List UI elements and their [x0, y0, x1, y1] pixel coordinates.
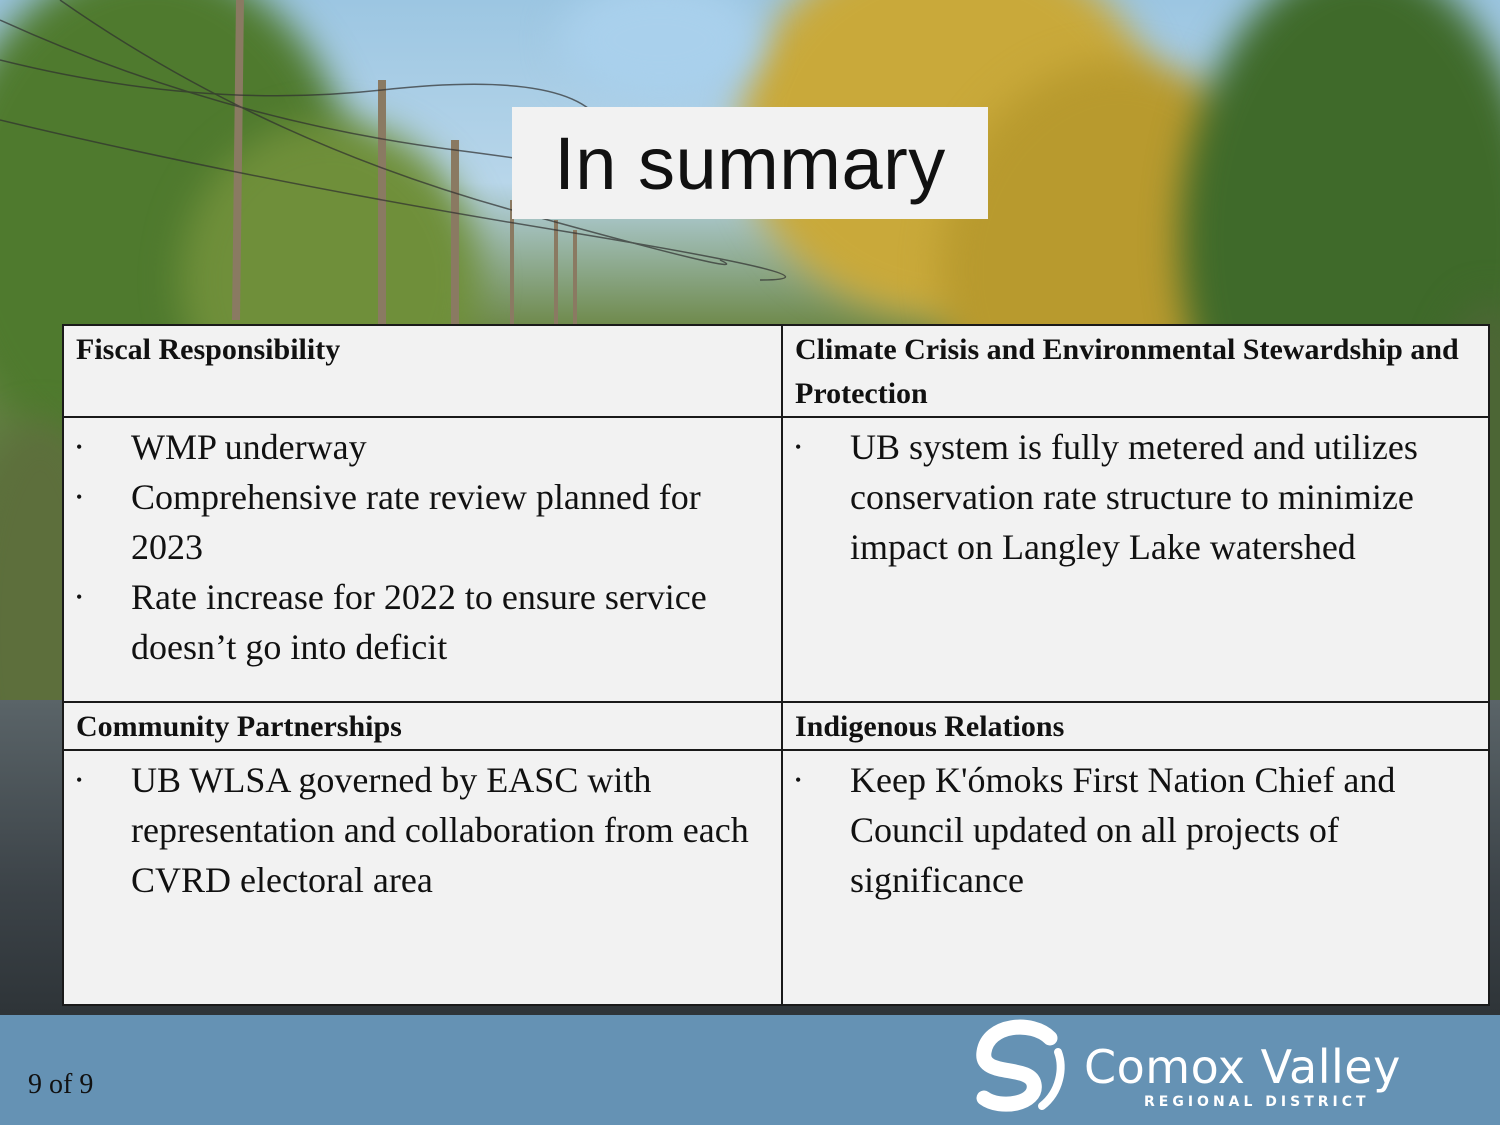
bullet-list: [795, 755, 1478, 905]
section-heading-text: Community Partnerships: [76, 710, 402, 743]
list-item-text: Rate increase for 2022 to ensure service doesn’t go into deficit: [131, 577, 707, 667]
list-item-text: WMP underway: [131, 427, 367, 467]
cvrd-logo: [972, 1018, 1401, 1118]
bullet-icon: •: [795, 770, 802, 790]
table-row: [63, 702, 1489, 750]
table-row: [63, 750, 1489, 1005]
bullet-icon: •: [76, 437, 83, 457]
list-item: [795, 422, 1478, 572]
section-heading-indigenous: [782, 702, 1489, 750]
title-box: [512, 107, 988, 219]
section-body-climate: [782, 417, 1489, 702]
page-number: 9 of 9: [28, 1069, 94, 1100]
section-heading-climate: [782, 325, 1489, 417]
list-item-text: Keep K'ómoks First Nation Chief and Council updated on all projects of significance: [850, 760, 1396, 900]
list-item: [76, 755, 771, 905]
table-row: [63, 325, 1489, 417]
section-heading-text: Fiscal Responsibility: [76, 333, 341, 366]
section-body-fiscal: [63, 417, 782, 702]
logo-subtitle: REGIONAL DISTRICT: [1144, 1094, 1370, 1110]
bullet-icon: •: [795, 437, 802, 457]
section-heading-fiscal: [63, 325, 782, 417]
bullet-list: [795, 422, 1478, 572]
section-body-community: [63, 750, 782, 1005]
section-heading-community: [63, 702, 782, 750]
list-item: [76, 472, 771, 572]
bullet-icon: •: [76, 487, 83, 507]
section-heading-text: Indigenous Relations: [795, 710, 1065, 743]
bullet-list: [76, 422, 771, 672]
bullet-icon: •: [76, 587, 83, 607]
page-title: In summary: [554, 121, 946, 205]
list-item: [76, 422, 771, 472]
list-item: [795, 755, 1478, 905]
list-item-text: UB WLSA governed by EASC with representation and collaboration from each CVRD electoral area: [131, 760, 749, 900]
list-item: [76, 572, 771, 672]
bullet-icon: •: [76, 770, 83, 790]
section-body-indigenous: [782, 750, 1489, 1005]
summary-table: [62, 324, 1490, 1006]
section-heading-text: Climate Crisis and Environmental Stewardship and Protection: [795, 333, 1459, 410]
list-item-text: Comprehensive rate review planned for 2023: [131, 477, 701, 567]
bullet-list: [76, 755, 771, 905]
table-row: [63, 417, 1489, 702]
list-item-text: UB system is fully metered and utilizes conservation rate structure to minimize impact on Langley Lake watershed: [850, 427, 1418, 567]
logo-name: Comox Valley: [1084, 1040, 1401, 1094]
swirl-logo-icon: [972, 1018, 1072, 1118]
